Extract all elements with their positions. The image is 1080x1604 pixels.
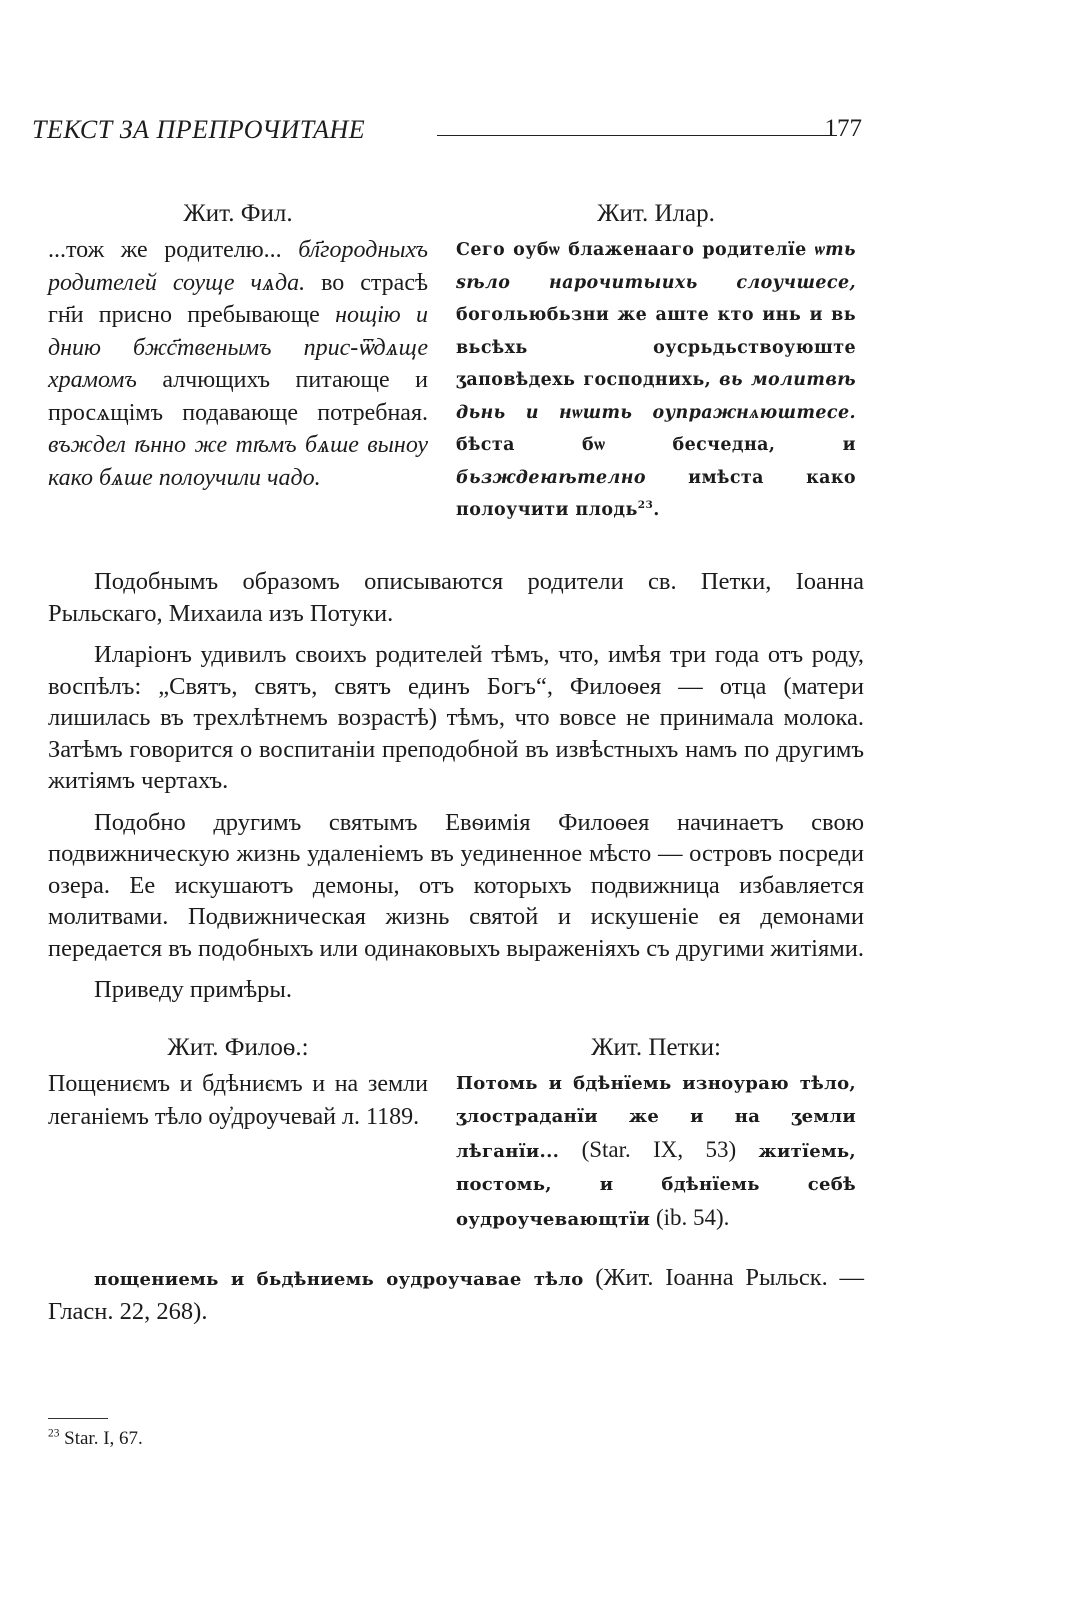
table2-right-text	[456, 1068, 856, 1237]
table1-right-run-2: богольюбьзни же аште кто инь и вь вьсѣхь оусрьдьствоуюште ӡаповѣдехь господнихь,	[456, 305, 856, 390]
table1-left-run-4: алчющихъ питающе и просѧщімъ подавающе потребная.	[48, 367, 428, 426]
table1-right-column	[456, 200, 856, 527]
table1-right-run-0: Сего оубѡ блаженааго родителїе	[456, 240, 815, 260]
table2-right-column	[456, 1034, 856, 1237]
footnote-text: Star. I, 67.	[59, 1428, 143, 1449]
header-title: ТЕКСТ ЗА ПРЕПРОЧИТАНЕ	[32, 115, 366, 144]
table1-right-run-3: вь молитвѣ дьнь и нѡшть оупражнѧюштесе.	[456, 370, 857, 423]
closing-quote	[48, 1262, 864, 1328]
paragraph-2: Иларіонъ удивилъ своихъ родителей тѣмъ, что, имѣя три года отъ роду, воспѣлъ: „Святъ, святъ, святъ единъ Богъ“, Филоѳея — отца (матери лишилась въ трехлѣтнемъ возрастѣ) тѣмъ, что вовсе не принимала молока. Затѣмъ говорится о воспитаніи преподобной въ извѣстныхъ намъ по другимъ житіямъ чертахъ.	[48, 641, 864, 794]
table1-left-run-3: нощію и днию бжс҃твенымъ прис-ѿдѧще храмомъ	[48, 302, 428, 393]
table1-left-run-2: во страсѣ гн҃и присно пребывающе	[48, 269, 428, 328]
table1-left-column	[48, 200, 428, 494]
header-rule	[437, 135, 837, 136]
table2-left-heading: Жит. Филоѳ.:	[167, 1034, 309, 1061]
table1-left-run-1: бл҃городныхъ родителей соуще чѧда.	[48, 237, 428, 296]
table2-right-ref-a: (Star. IX, 53)	[559, 1137, 759, 1162]
table2-left-column	[48, 1034, 428, 1134]
table2-right-heading: Жит. Петки:	[591, 1034, 721, 1061]
table2-left-text: Пощениємъ и бдѣниємъ и на земли леганіемъ тѣло оу҆дроучевай л. 1189.	[48, 1071, 428, 1130]
table1-right-heading: Жит. Илар.	[597, 200, 715, 227]
running-header	[32, 115, 862, 155]
footnote-ref-23: 23	[637, 499, 654, 512]
table1-left-text	[48, 234, 428, 494]
table2-right-slavonic-a: Потомь и бдѣнїемь изноураю тѣло, ӡлостраданїи же и на ӡемли лѣганїи...	[456, 1073, 856, 1162]
closing-reference: (Жит. Іоанна Рыльск. — Гласн. 22, 268).	[48, 1264, 864, 1325]
table2-right-slavonic-b: житїемь, постомь, и бдѣнїемь себѣ оудроучевающтїи	[456, 1141, 856, 1230]
paragraph-3: Подобно другимъ святымъ Евѳимія Филоѳея начинаетъ свою подвижническую жизнь удаленіемъ въ уединенное мѣсто — островъ посреди озера. Ее искушаютъ демоны, отъ которыхъ подвижница избавляется молитвами. Подвижническая жизнь святой и искушеніе ея демонами передается въ подобныхъ или одинаковыхъ выраженіяхъ съ другими житіями.	[48, 808, 864, 962]
table1-right-run-6: имѣста како полоучити плодь	[456, 467, 856, 520]
table1-right-run-5: бьзждеꙗѣтелно	[456, 467, 646, 488]
table2-right-ref-b: (ib. 54).	[650, 1205, 730, 1230]
main-body	[48, 566, 864, 1006]
table1-right-text: Сего оубѡ блаженааго родителїе ѡть ѕѣло нарочитыихь слоучшесе, богольюбьзни же аште кто инь и вь вьсѣхь оусрьдьствоуюште ӡаповѣдехь господнихь, вь молитвѣ дьнь и нѡшть оупражнѧюштесе. бѣста бѡ бесчедна, и бьзждеꙗѣтелно имѣста како полоучити плодь$^{23}$.	[456, 240, 857, 520]
page-number: 177	[824, 115, 862, 142]
table1-left-run-0: ...тож же родителю...	[48, 237, 299, 263]
table1-right-run-1: ѡть ѕѣло нарочитыихь слоучшесе,	[456, 240, 856, 293]
table1-left-heading: Жит. Фил.	[183, 200, 293, 227]
closing-slavonic: пощениемь и бьдѣниемь оудроучавае тѣло	[94, 1269, 584, 1290]
table1-left-run-5: въждел ѣнно же тѣмъ бѧше выноу како бѧше полоучили чадо.	[48, 432, 428, 491]
footnote-mark: 23	[48, 1427, 60, 1440]
paragraph-1: Подобнымъ образомъ описываются родители св. Петки, Іоанна Рыльскаго, Михаила изъ Потуки.	[48, 568, 864, 627]
paragraph-4: Приведу примѣры.	[94, 976, 292, 1003]
table1-right-run-4: бѣста бѡ бесчедна, и	[456, 435, 856, 455]
footnote-rule	[48, 1418, 108, 1419]
footnote	[48, 1428, 143, 1450]
